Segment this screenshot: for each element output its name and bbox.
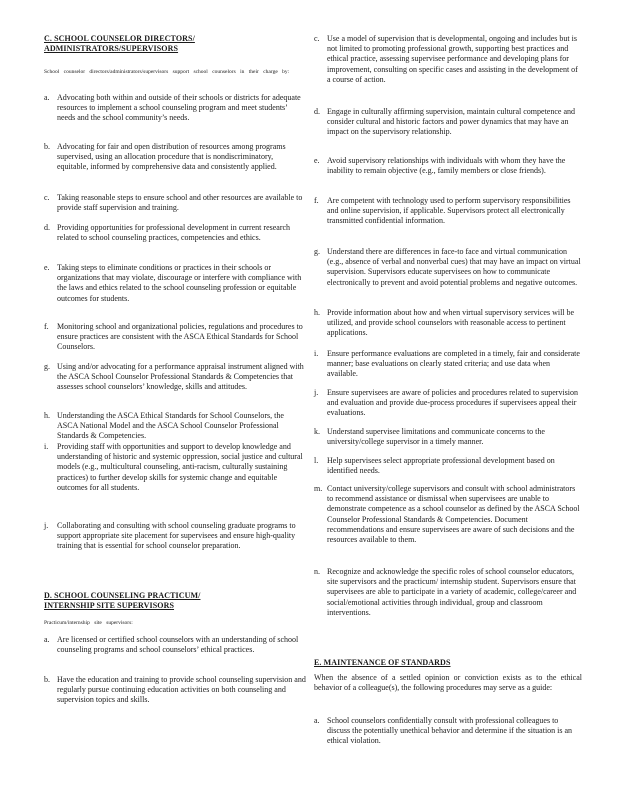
list-item: e. Avoid supervisory relationships with individuals with whom they have the inability to remain objective (e.g., family members or close friends). [314,156,566,176]
section-e-intro: When the absence of a settled opinion or conviction exists as to the ethical behavior of a colleague(s), the following procedures may serve as a guide: [314,673,582,693]
section-d-heading: D. SCHOOL COUNSELING PRACTICUM/ INTERNSHIP SITE SUPERVISORS [44,591,201,610]
section-e-heading: E. MAINTENANCE OF STANDARDS [314,658,451,667]
list-item: k. Understand supervisee limitations and communicate concerns to the university/college supervisor in a timely manner. [314,427,545,447]
list-item: i. Ensure performance evaluations are completed in a timely, fair and considerate manner; base evaluations on clearly stated criteria; and use data when available. [314,349,580,379]
list-item: d. Engage in culturally affirming supervision, maintain cultural competence and consider cultural and historic factors and power dynamics that may have an impact on the supervisory relationship. [314,107,575,137]
list-item: c. Taking reasonable steps to ensure school and other resources are available to provide staff supervision and training. [44,193,303,213]
list-item: f. Are competent with technology used to perform supervisory responsibilities and online supervision, if applicable. Supervisors protect all electronically transmitted confidential information. [314,196,571,226]
list-item: g. Using and/or advocating for a performance appraisal instrument aligned with the ASCA School Counselor Professional Standards & Competencies that assesses school counselors’ knowledge, skills and attitudes. [44,362,304,392]
list-item: h. Understanding the ASCA Ethical Standards for School Counselors, the ASCA National Model and the ASCA School Counselor Professional Standards & Competencies. [44,411,284,441]
list-item: b. Have the education and training to provide school counseling supervision and regularly pursue continuing education activities on both counseling and supervision topics and skills. [44,675,306,705]
section-d-intro: Practicum/internship site supervisors: [44,620,133,626]
list-item: b. Advocating for fair and open distribution of resources among programs supervised, using an allocation procedure that is nondiscriminatory, equitable, informed by comprehensive data and consistently applied. [44,142,286,172]
list-item: n. Recognize and acknowledge the specific roles of school counselor educators, site supervisors and the practicum/ internship student. Supervisors ensure that supervisees are able to participate in a variety of academic, college/career and social/emotional activities through individual, group and classroom interventions. [314,567,577,617]
list-item: j. Ensure supervisees are aware of policies and procedures related to supervision and evaluation and provide due-process procedures if supervisees appeal their evaluations. [314,388,579,418]
list-item: c. Use a model of supervision that is developmental, ongoing and includes but is not limited to promoting professional growth, supporting best practices and ethical practice, assessing supervisee performance and developing plans for improvement, consulting on specific cases and assisting in the development of a course of action. [314,34,578,84]
list-item: l. Help supervisees select appropriate professional development based on identified needs. [314,456,555,476]
section-c-heading: C. SCHOOL COUNSELOR DIRECTORS/ ADMINISTRATORS/SUPERVISORS [44,34,195,53]
list-item: i. Providing staff with opportunities and support to develop knowledge and understanding of historic and systemic oppression, social justice and cultural models (e.g., multicultural counseling, anti-racism, culturally sustaining practices) to further develop skills for systemic change and equitable outcomes for all students. [44,442,303,492]
section-c-intro: School counselor directors/administrators/supervisors support school counselors in their charge by: [44,69,290,75]
list-item: f. Monitoring school and organizational policies, regulations and procedures to ensure practices are consistent with the ASCA Ethical Standards for School Counselors. [44,322,303,352]
list-item: a. Are licensed or certified school counselors with an understanding of school counseling programs and school counselors’ ethical practices. [44,635,299,655]
list-item: d. Providing opportunities for professional development in current research related to school counseling practices, competencies and ethics. [44,223,291,243]
list-item: g. Understand there are differences in face-to face and virtual communication (e.g., absence of verbal and nonverbal cues) that may have an impact on virtual supervision. Supervisors educate supervisees on how to communicate electronically to prevent and avoid potential problems and negative outcomes. [314,247,581,287]
list-item: a. Advocating both within and outside of their schools or districts for adequate resources to implement a school counseling program and meet students’ needs and the school community’s needs. [44,93,301,123]
list-item: a. School counselors confidentially consult with professional colleagues to discuss the potentially unethical behavior and determine if the situation is an ethical violation. [314,716,573,746]
list-item: e. Taking steps to eliminate conditions or practices in their schools or organizations that may violate, discourage or interfere with compliance with the laws and ethics related to the school counseling profession or equitable outcomes for students. [44,263,302,303]
list-item: j. Collaborating and consulting with school counseling graduate programs to support appropriate site placement for supervisees and ensure high-quality training that is essential for school counselor preparation. [44,521,296,551]
list-item: h. Provide information about how and when virtual supervisory services will be utilized, and provide school counselors with reasonable access to pertinent applications. [314,308,575,338]
list-item: m. Contact university/college supervisors and consult with school administrators to recommend assistance or dismissal when supervisees are unable to demonstrate competence as a school counselor as defined by the ASCA School Counselor Professional Standards & Competencies. Document recommendations and ensure supervisees are aware of such decisions and the resources available to them. [314,484,580,545]
